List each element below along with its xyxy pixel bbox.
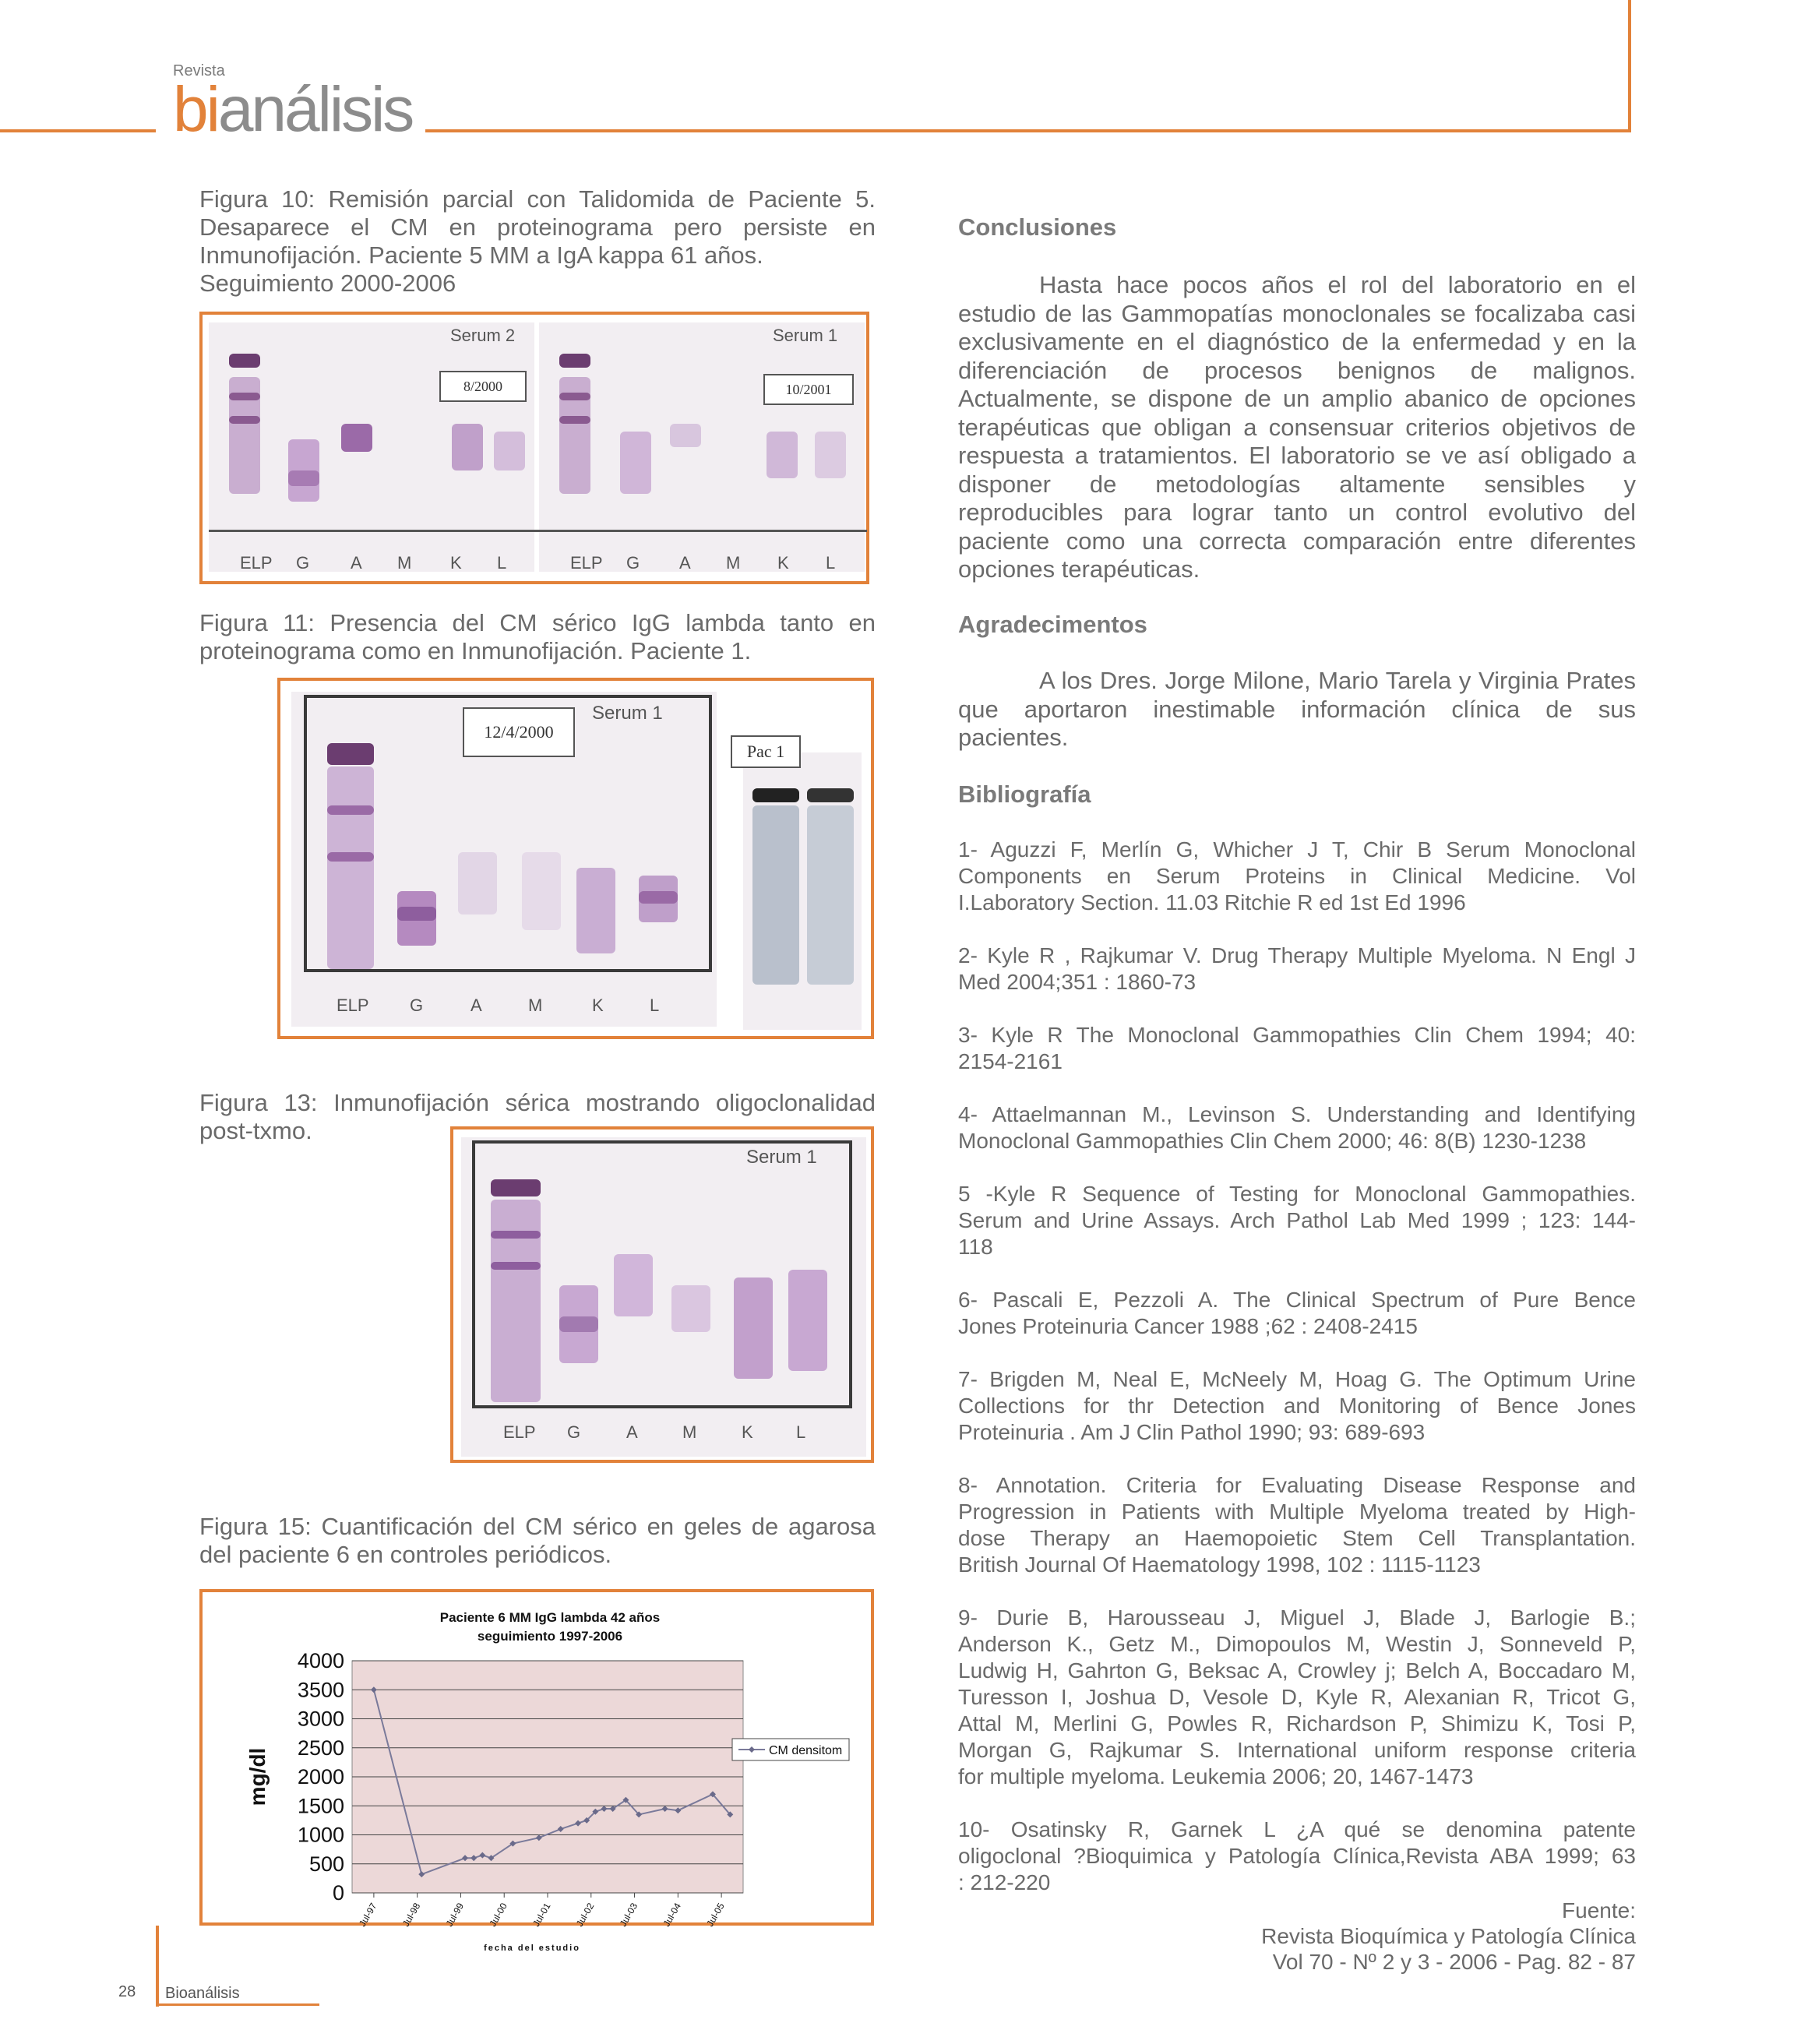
gel-band: [752, 805, 799, 985]
fig10-baseline: [209, 530, 867, 532]
bibliografia-list: [958, 837, 1636, 1922]
reference-item: [958, 1472, 1636, 1578]
gel-band: [491, 1231, 541, 1239]
reference-line: Progression in Patients with Multiple Myeloma treated by High-: [958, 1500, 1636, 1524]
gel-band: [559, 393, 590, 400]
lane-label: M: [528, 996, 543, 1015]
lane-label: ELP: [503, 1422, 536, 1442]
chart-subtitle: seguimiento 1997-2006: [477, 1629, 623, 1644]
x-tick-label: Jul-03: [617, 1901, 640, 1929]
para-line: diferenciación de procesos benignos de malignos.: [958, 356, 1636, 384]
x-tick-label: Jul-00: [487, 1901, 509, 1929]
x-tick-label: Jul-01: [530, 1901, 553, 1929]
y-tick-label: 3000: [297, 1707, 344, 1731]
lane-label: M: [682, 1422, 697, 1442]
fig10-right-serum-label: Serum 1: [773, 326, 838, 345]
header-rule-vertical: [1628, 0, 1631, 132]
lane-label: L: [650, 996, 660, 1015]
conclusiones-text: [958, 271, 1636, 584]
gel-band: [491, 1179, 541, 1196]
lane-label: L: [826, 553, 836, 573]
fig13-serum-label: Serum 1: [746, 1147, 817, 1168]
reference-line: oligoclonal ?Bioquimica y Patología Clínica,Revista ABA 1999; 63: [958, 1844, 1636, 1868]
reference-line: Serum and Urine Assays. Arch Pathol Lab Med 1999 ; 123: 144-: [958, 1208, 1636, 1232]
reference-line: Morgan G, Rajkumar S. International uniform response criteria: [958, 1738, 1636, 1762]
gel-band: [788, 1270, 827, 1371]
fig15-caption: [199, 1513, 876, 1569]
reference-line: Turesson I, Joshua D, Vesole D, Kyle R, Alexanian R, Tricot G,: [958, 1685, 1636, 1709]
fig10-frame: [199, 312, 869, 584]
cm-chart: [203, 1592, 871, 1953]
gel-band: [229, 354, 260, 368]
caption-line: Figura 13: Inmunofijación sérica mostrando oligoclonalidad: [199, 1089, 876, 1116]
reference-item: [958, 1022, 1636, 1075]
reference-line: 3- Kyle R The Monoclonal Gammopathies Clin Chem 1994; 40:: [958, 1023, 1636, 1047]
footer-journal-name: Bioanálisis: [165, 1985, 240, 2002]
caption-line: Figura 15: Cuantificación del CM sérico en geles de agarosa: [199, 1513, 876, 1540]
para-line: terapéuticas que obligan a consensuar criterios objetivos de: [958, 413, 1636, 441]
reference-line: I.Laboratory Section. 11.03 Ritchie R ed 1st Ed 1996: [958, 890, 1466, 915]
lane-label: L: [796, 1422, 806, 1442]
reference-line: 8- Annotation. Criteria for Evaluating Disease Response and: [958, 1473, 1636, 1497]
reference-line: Proteinuria . Am J Clin Pathol 1990; 93: 689-693: [958, 1420, 1426, 1444]
fig11-date: 12/4/2000: [463, 707, 575, 757]
reference-line: 1- Aguzzi F, Merlín G, Whicher J T, Chir B Serum Monoclonal: [958, 837, 1636, 862]
fig15-frame: [199, 1589, 874, 1953]
para-line: A los Dres. Jorge Milone, Mario Tarela y Virginia Prates: [1039, 667, 1636, 694]
reference-line: for multiple myeloma. Leukemia 2006; 20, 1467-1473: [958, 1764, 1474, 1788]
reference-item: [958, 1287, 1636, 1340]
gel-band: [734, 1278, 773, 1379]
para-line: respuesta a tratamientos. El laboratorio se ve así obligado a: [958, 442, 1636, 469]
gel-band: [229, 416, 260, 424]
gel-band: [559, 354, 590, 368]
footer-rule-vertical: [156, 1926, 159, 2007]
lane-label: ELP: [570, 553, 603, 573]
gel-band: [327, 743, 374, 765]
gel-band: [807, 805, 854, 985]
reference-line: Jones Proteinuria Cancer 1988 ;62 : 2408-2415: [958, 1314, 1418, 1338]
conclusiones-heading: Conclusiones: [958, 213, 1117, 241]
reference-line: Med 2004;351 : 1860-73: [958, 970, 1196, 994]
reference-item: [958, 1817, 1636, 1896]
para-line: Hasta hace pocos años el rol del laboratorio en el: [1039, 271, 1636, 298]
fig10-left-serum-label: Serum 2: [450, 326, 516, 345]
gel-band: [229, 393, 260, 400]
fuente-line: Vol 70 - Nº 2 y 3 - 2006 - Pag. 82 - 87: [1272, 1950, 1636, 1974]
y-tick-label: 4000: [297, 1649, 344, 1672]
reference-line: dose Therapy an Haemopoietic Stem Cell Transplantation.: [958, 1526, 1636, 1550]
fig11-frame: [277, 678, 874, 1039]
reference-line: Components en Serum Proteins in Clinical Medicine. Vol: [958, 864, 1636, 888]
reference-line: Attal M, Merlini G, Powles R, Richardson P, Shimizu K, Tosi P,: [958, 1711, 1636, 1736]
gel-band: [327, 852, 374, 862]
gel-band: [288, 470, 319, 486]
reference-line: British Journal Of Haematology 1998, 102 : 1115-1123: [958, 1552, 1481, 1577]
caption-line: Desaparece el CM en proteinograma pero persiste en: [199, 213, 876, 241]
reference-item: [958, 1605, 1636, 1790]
reference-line: : 212-220: [958, 1870, 1051, 1894]
gel-band: [559, 416, 590, 424]
reference-item: [958, 837, 1636, 916]
x-tick-label: Jul-98: [400, 1901, 423, 1929]
fig11-serum-label: Serum 1: [592, 703, 663, 724]
gel-band: [458, 852, 497, 915]
x-tick-label: Jul-02: [573, 1901, 597, 1929]
reference-line: 5 -Kyle R Sequence of Testing for Monoclonal Gammopathies.: [958, 1182, 1636, 1206]
lane-label: A: [626, 1422, 638, 1442]
page-number: 28: [118, 1983, 136, 2000]
lane-label: K: [450, 553, 462, 573]
footer-rule-horizontal: [156, 2003, 319, 2006]
logo-bi: bi: [173, 74, 218, 145]
y-tick-label: 0: [332, 1881, 344, 1905]
gel-band: [397, 907, 436, 921]
y-tick-label: 1000: [297, 1823, 344, 1847]
gel-band: [576, 868, 615, 953]
lane-label: G: [567, 1422, 581, 1442]
para-line: opciones terapéuticas.: [958, 555, 1200, 583]
fig11-pac-label: Pac 1: [731, 735, 801, 768]
bibliografia-heading: Bibliografía: [958, 781, 1091, 808]
gel-band: [614, 1254, 653, 1316]
reference-line: 10- Osatinsky R, Garnek L ¿A qué se denomina patente: [958, 1817, 1636, 1841]
lane-label: ELP: [240, 553, 273, 573]
lane-label: A: [679, 553, 691, 573]
reference-line: 9- Durie B, Harousseau J, Miguel J, Blade J, Barlogie B.;: [958, 1605, 1636, 1630]
y-tick-label: 2000: [297, 1765, 344, 1788]
caption-line: Figura 10: Remisión parcial con Talidomida de Paciente 5.: [199, 185, 876, 213]
logo-revista: Revista: [173, 62, 225, 79]
reference-line: 118: [958, 1235, 993, 1259]
caption-line: post-txmo.: [199, 1117, 312, 1144]
reference-item: [958, 943, 1636, 996]
fuente: [1091, 1898, 1636, 1975]
x-tick-label: Jul-05: [704, 1901, 727, 1929]
lane-label: K: [592, 996, 604, 1015]
reference-line: 2154-2161: [958, 1049, 1063, 1073]
gel-band: [327, 766, 374, 969]
para-line: exclusivamente en el diagnóstico de la enfermedad y en la: [958, 328, 1636, 355]
legend-label: CM densitom: [769, 1744, 843, 1757]
fig10-left-date: 8/2000: [439, 371, 527, 402]
x-tick-label: Jul-97: [357, 1901, 379, 1929]
lane-label: G: [410, 996, 424, 1015]
fig13-frame: [450, 1126, 874, 1463]
y-axis-label: mg/dl: [245, 1747, 270, 1806]
agradecimientos-heading: Agradecimentos: [958, 611, 1147, 638]
gel-band: [639, 891, 678, 904]
fig11-caption: [199, 609, 876, 665]
y-tick-label: 3500: [297, 1678, 344, 1702]
gel-band: [752, 788, 799, 802]
gel-band: [559, 1316, 598, 1332]
gel-band: [494, 432, 525, 470]
caption-line: Figura 11: Presencia del CM sérico IgG lambda tanto en: [199, 609, 876, 636]
para-line: paciente como una correcta comparación entre diferentes: [958, 527, 1636, 555]
chart-title: Paciente 6 MM IgG lambda 42 años: [439, 1610, 661, 1625]
reference-line: 7- Brigden M, Neal E, McNeely M, Hoag G. The Optimum Urine: [958, 1367, 1636, 1391]
para-line: estudio de las Gammopatías monoclonales se focalizaba casi: [958, 299, 1636, 327]
lane-label: M: [726, 553, 741, 573]
reference-line: Collections for thr Detection and Monitoring of Bence Jones: [958, 1394, 1636, 1418]
lane-label: ELP: [337, 996, 369, 1015]
para-line: disponer de metodologías altamente sensibles y: [958, 470, 1636, 498]
x-tick-label: Jul-04: [661, 1901, 683, 1929]
gel-band: [341, 424, 372, 452]
header-rule-right: [425, 129, 1631, 132]
reference-line: Anderson K., Getz M., Dimopoulos M, Westin J, Sonneveld P,: [958, 1632, 1636, 1656]
lane-label: M: [397, 553, 412, 573]
lane-label: K: [742, 1422, 753, 1442]
para-line: reproducibles para lograr tanto un control evolutivo del: [958, 499, 1636, 526]
gel-band: [767, 432, 798, 478]
caption-line: Inmunofijación. Paciente 5 MM a IgA kappa 61 años.: [199, 241, 763, 269]
lane-label: G: [626, 553, 640, 573]
gel-band: [671, 1285, 710, 1332]
reference-item: [958, 1181, 1636, 1260]
gel-band: [452, 424, 483, 470]
para-line: que aportaron inestimable información clínica de sus: [958, 695, 1636, 723]
fig10-caption: [199, 185, 876, 298]
fig10-right-date: 10/2001: [763, 374, 854, 405]
lane-label: A: [470, 996, 482, 1015]
caption-line: del paciente 6 en controles periódicos.: [199, 1541, 612, 1568]
caption-line: proteinograma como en Inmunofijación. Paciente 1.: [199, 637, 752, 664]
reference-line: 2- Kyle R , Rajkumar V. Drug Therapy Multiple Myeloma. N Engl J: [958, 943, 1636, 967]
gel-band: [491, 1262, 541, 1270]
x-tick-label: Jul-99: [443, 1901, 467, 1929]
fuente-line: Fuente:: [1562, 1898, 1636, 1922]
gel-band: [670, 424, 701, 447]
gel-band: [327, 805, 374, 815]
lane-label: G: [296, 553, 310, 573]
reference-line: Ludwig H, Gahrton G, Beksac A, Crowley j; Belch A, Boccadaro M,: [958, 1658, 1636, 1683]
reference-line: Monoclonal Gammopathies Clin Chem 2000; 46: 8(B) 1230-1238: [958, 1129, 1587, 1153]
gel-band: [815, 432, 846, 478]
y-tick-label: 1500: [297, 1794, 344, 1818]
gel-band: [522, 852, 561, 930]
fuente-line: Revista Bioquímica y Patología Clínica: [1261, 1924, 1636, 1948]
gel-band: [491, 1200, 541, 1402]
lane-label: K: [777, 553, 789, 573]
lane-label: A: [351, 553, 362, 573]
lane-label: L: [497, 553, 507, 573]
agradecimientos-text: [958, 667, 1636, 752]
logo: [173, 74, 413, 145]
gel-band: [807, 788, 854, 802]
para-line: Actualmente, se dispone de un amplio abanico de opciones: [958, 385, 1636, 412]
reference-line: 4- Attaelmannan M., Levinson S. Understanding and Identifying: [958, 1102, 1636, 1126]
y-tick-label: 500: [308, 1852, 344, 1876]
logo-analisis: análisis: [217, 74, 413, 145]
header-rule-left: [0, 129, 156, 132]
y-tick-label: 2500: [297, 1736, 344, 1760]
reference-item: [958, 1366, 1636, 1446]
gel-band: [620, 432, 651, 494]
reference-line: 6- Pascali E, Pezzoli A. The Clinical Spectrum of Pure Bence: [958, 1288, 1636, 1312]
x-axis-label: fecha del estudio: [484, 1944, 580, 1953]
caption-line: Seguimiento 2000-2006: [199, 270, 456, 297]
para-line: pacientes.: [958, 724, 1069, 751]
reference-item: [958, 1101, 1636, 1154]
